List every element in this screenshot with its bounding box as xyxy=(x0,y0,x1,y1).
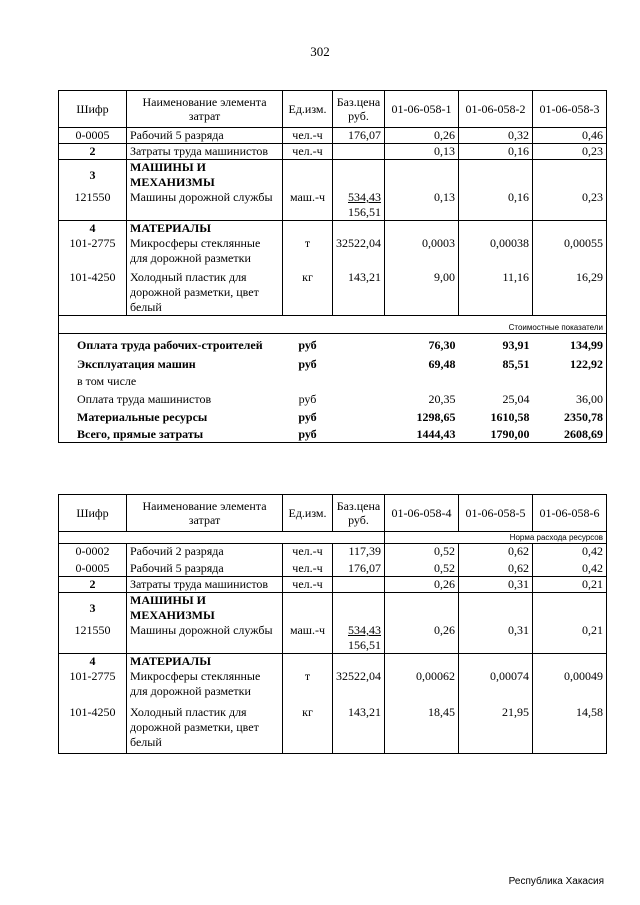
summary-row xyxy=(59,334,607,354)
table-row xyxy=(59,699,607,754)
cell-unit: маш.-ч xyxy=(283,623,333,654)
cell-price xyxy=(333,144,385,160)
header-code: Шифр xyxy=(59,91,127,128)
cell-price: 143,21 xyxy=(333,699,385,754)
cell-value: 0,31 xyxy=(459,577,533,593)
banner-row xyxy=(59,316,607,334)
cell-value: 0,62 xyxy=(459,559,533,577)
table-row xyxy=(59,544,607,560)
cell-value: 0,21 xyxy=(533,623,607,654)
header-name: Наименование элемента затрат xyxy=(127,91,283,128)
table-header-row xyxy=(59,495,607,532)
cell-price xyxy=(333,190,385,221)
summary-label: в том числе xyxy=(59,372,283,389)
cell-price: 176,07 xyxy=(333,128,385,144)
header-column: 01-06-058-4 xyxy=(385,495,459,532)
cell-value: 0,26 xyxy=(385,128,459,144)
page-number: 302 xyxy=(310,44,330,59)
cell-value: 9,00 xyxy=(385,266,459,316)
header-unit: Ед.изм. xyxy=(283,495,333,532)
section-title: МАШИНЫ И МЕХАНИЗМЫ xyxy=(127,160,283,191)
cell-value: 18,45 xyxy=(385,699,459,754)
cell-unit: кг xyxy=(283,699,333,754)
summary-row xyxy=(59,407,607,425)
summary-value: 2350,78 xyxy=(533,407,607,425)
cell-price xyxy=(333,623,385,654)
cell-code: 2 xyxy=(59,577,127,593)
section-row xyxy=(59,593,607,624)
cell-value: 16,29 xyxy=(533,266,607,316)
banner-label: Норма расхода ресурсов xyxy=(385,532,607,544)
cell-code: 121550 xyxy=(59,190,127,221)
price-main: 534,43 xyxy=(348,623,381,637)
cell-code: 121550 xyxy=(59,623,127,654)
table-row xyxy=(59,144,607,160)
cell-value: 0,13 xyxy=(385,190,459,221)
cell-price: 32522,04 xyxy=(333,236,385,266)
section-title: МАТЕРИАЛЫ xyxy=(127,654,283,670)
price-main: 534,43 xyxy=(348,190,381,204)
summary-value: 1790,00 xyxy=(459,425,533,443)
header-name: Наименование элемента затрат xyxy=(127,495,283,532)
header-column: 01-06-058-1 xyxy=(385,91,459,128)
summary-value: 1298,65 xyxy=(416,410,456,424)
cell-value: 0,23 xyxy=(533,144,607,160)
cell-value: 0,32 xyxy=(459,128,533,144)
header-column: 01-06-058-5 xyxy=(459,495,533,532)
cell-code: 101-2775 xyxy=(59,669,127,699)
cell-unit: чел.-ч xyxy=(283,128,333,144)
header-price: Баз.цена руб. xyxy=(333,91,385,128)
cell-price: 32522,04 xyxy=(333,669,385,699)
cell-value: 0,00055 xyxy=(533,236,607,266)
cell-unit: чел.-ч xyxy=(283,577,333,593)
cell-value: 0,13 xyxy=(385,144,459,160)
cell-price: 176,07 xyxy=(333,559,385,577)
summary-value: 36,00 xyxy=(533,389,607,407)
cell-value: 0,52 xyxy=(385,544,459,560)
table-row xyxy=(59,236,607,266)
summary-value: 2608,69 xyxy=(533,425,607,443)
section-title: МАШИНЫ И МЕХАНИЗМЫ xyxy=(127,593,283,624)
cell-unit: т xyxy=(283,669,333,699)
table-row xyxy=(59,577,607,593)
cell-unit: чел.-ч xyxy=(283,559,333,577)
cell-name: Затраты труда машинистов xyxy=(127,577,283,593)
summary-label: Оплата труда машинистов xyxy=(59,389,283,407)
cell-value: 0,00074 xyxy=(459,669,533,699)
footer-region: Республика Хакасия xyxy=(508,876,604,887)
norms-table-1 xyxy=(58,90,607,443)
summary-value: 134,99 xyxy=(533,334,607,354)
table-row xyxy=(59,128,607,144)
table-row xyxy=(59,266,607,316)
cell-unit: чел.-ч xyxy=(283,144,333,160)
header-code: Шифр xyxy=(59,495,127,532)
header-column: 01-06-058-3 xyxy=(533,91,607,128)
cell-value: 0,16 xyxy=(459,190,533,221)
summary-value: 25,04 xyxy=(502,392,530,406)
cell-code: 0-0002 xyxy=(59,544,127,560)
cell-value: 11,16 xyxy=(459,266,533,316)
summary-row xyxy=(59,353,607,372)
cell-unit: чел.-ч xyxy=(283,544,333,560)
summary-value: 122,92 xyxy=(533,353,607,372)
cell-value: 0,00062 xyxy=(385,669,459,699)
cell-value: 21,95 xyxy=(459,699,533,754)
summary-value: 20,35 xyxy=(428,392,456,406)
cell-code: 101-4250 xyxy=(59,266,127,316)
cell-unit: кг xyxy=(283,266,333,316)
summary-label: Материальные ресурсы xyxy=(59,407,283,425)
norms-table-2 xyxy=(58,494,607,754)
cell-price: 143,21 xyxy=(333,266,385,316)
summary-value: 85,51 xyxy=(502,357,530,371)
cell-value: 0,0003 xyxy=(385,236,459,266)
cell-name: Микросферы стеклянные для дорожной разметки xyxy=(127,669,283,699)
cell-code: 3 xyxy=(59,160,127,191)
summary-value: 1444,43 xyxy=(385,425,459,443)
summary-row xyxy=(59,425,607,443)
cell-name: Рабочий 5 разряда xyxy=(127,559,283,577)
table-row xyxy=(59,190,607,221)
cell-value: 0,42 xyxy=(533,544,607,560)
cell-code: 4 xyxy=(59,654,127,670)
header-column: 01-06-058-6 xyxy=(533,495,607,532)
section-row xyxy=(59,221,607,237)
section-title: МАТЕРИАЛЫ xyxy=(127,221,283,237)
header-unit: Ед.изм. xyxy=(283,91,333,128)
cell-name: Рабочий 2 разряда xyxy=(127,544,283,560)
cell-name: Машины дорожной службы xyxy=(127,623,283,654)
summary-label: Оплата труда рабочих-строителей xyxy=(59,334,283,354)
cell-code: 0-0005 xyxy=(59,128,127,144)
price-secondary: 156,51 xyxy=(348,205,381,219)
summary-unit: руб xyxy=(298,338,317,352)
banner-row xyxy=(59,532,607,544)
cell-value: 0,00049 xyxy=(533,669,607,699)
cell-value: 14,58 xyxy=(533,699,607,754)
cell-value: 0,31 xyxy=(459,623,533,654)
summary-value: 1610,58 xyxy=(490,410,530,424)
cell-name: Холодный пластик для дорожной разметки, цвет белый xyxy=(127,699,283,754)
summary-row xyxy=(59,389,607,407)
cell-unit: маш.-ч xyxy=(283,190,333,221)
cell-unit: т xyxy=(283,236,333,266)
header-price: Баз.цена руб. xyxy=(333,495,385,532)
cell-value: 0,26 xyxy=(385,623,459,654)
section-row xyxy=(59,654,607,670)
banner-label: Стоимостные показатели xyxy=(59,316,607,334)
cell-name: Холодный пластик для дорожной разметки, цвет белый xyxy=(127,266,283,316)
cell-name: Машины дорожной службы xyxy=(127,190,283,221)
cell-code: 101-4250 xyxy=(59,699,127,754)
table-header-row xyxy=(59,91,607,128)
cell-value: 0,52 xyxy=(385,559,459,577)
summary-label: Эксплуатация машин xyxy=(59,353,283,372)
cell-value: 0,42 xyxy=(533,559,607,577)
table-row xyxy=(59,669,607,699)
summary-unit: руб xyxy=(298,410,317,424)
price-secondary: 156,51 xyxy=(348,638,381,652)
summary-value: 93,91 xyxy=(502,338,530,352)
cell-value: 0,23 xyxy=(533,190,607,221)
cell-price: 117,39 xyxy=(333,544,385,560)
cell-value: 0,21 xyxy=(533,577,607,593)
section-row xyxy=(59,160,607,191)
table-row xyxy=(59,623,607,654)
summary-value: 76,30 xyxy=(428,338,456,352)
header-column: 01-06-058-2 xyxy=(459,91,533,128)
table-row xyxy=(59,559,607,577)
cell-value: 0,26 xyxy=(385,577,459,593)
summary-unit: руб xyxy=(283,425,333,443)
summary-label: Всего, прямые затраты xyxy=(59,425,283,443)
cell-name: Микросферы стеклянные для дорожной разметки xyxy=(127,236,283,266)
cell-name: Затраты труда машинистов xyxy=(127,144,283,160)
cell-code: 4 xyxy=(59,221,127,237)
cell-name: Рабочий 5 разряда xyxy=(127,128,283,144)
cell-code: 2 xyxy=(59,144,127,160)
cell-code: 0-0005 xyxy=(59,559,127,577)
cell-code: 101-2775 xyxy=(59,236,127,266)
cell-price xyxy=(333,577,385,593)
summary-unit: руб xyxy=(298,392,317,406)
cell-value: 0,16 xyxy=(459,144,533,160)
summary-unit: руб xyxy=(298,357,317,371)
cell-code: 3 xyxy=(59,593,127,624)
summary-value: 69,48 xyxy=(428,357,456,371)
cell-value: 0,00038 xyxy=(459,236,533,266)
cell-value: 0,62 xyxy=(459,544,533,560)
cell-value: 0,46 xyxy=(533,128,607,144)
summary-row xyxy=(59,372,607,389)
